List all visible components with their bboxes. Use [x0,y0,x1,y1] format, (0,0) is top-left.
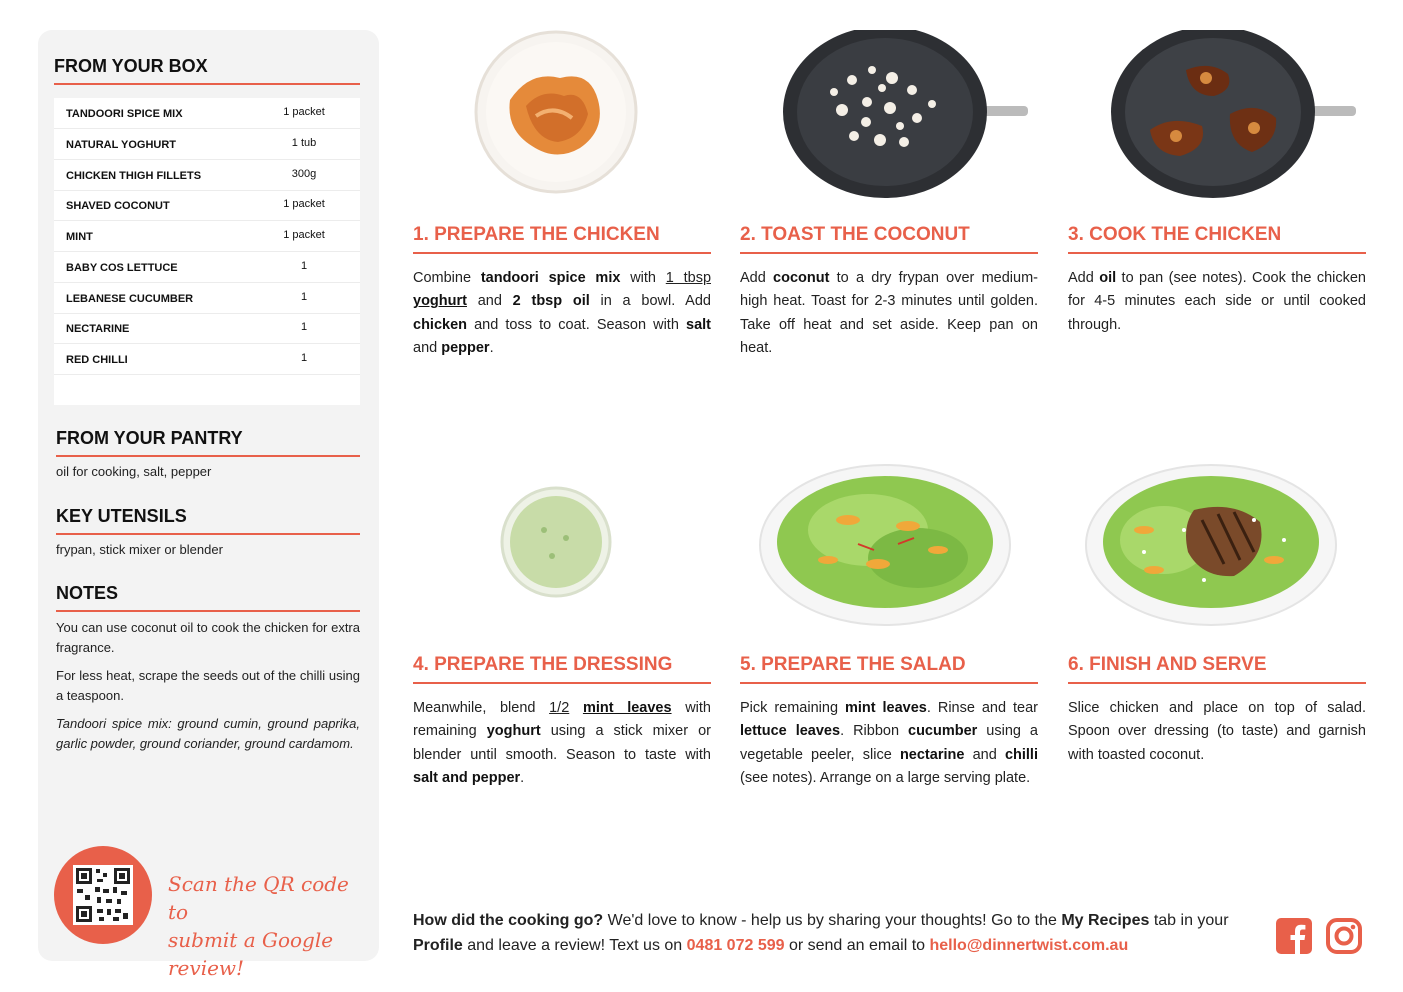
ingredient-name: LEBANESE CUCUMBER [66,293,194,305]
step-6-text: Slice chicken and place on top of salad. Spoon over dressing (to taste) and garnish with toasted coconut. [1068,700,1366,763]
email-link[interactable]: hello@dinnertwist.com.au [929,937,1129,954]
box-title: FROM YOUR BOX [54,56,360,85]
step-6-title: 6. FINISH AND SERVE [1068,654,1366,684]
facebook-icon[interactable] [1276,918,1312,954]
qr-caption [168,870,368,982]
table-row [54,221,360,252]
step-5-title: 5. PREPARE THE SALAD [740,654,1038,684]
ingredient-name: SHAVED COCONUT [66,200,170,212]
ingredient-name: NECTARINE [66,323,130,335]
ingredient-name: CHICKEN THIGH FILLETS [66,170,202,182]
phone-link[interactable]: 0481 072 599 [686,937,785,954]
table-row [54,98,360,129]
ingredient-qty: 1 [300,321,308,333]
step-2-title: 2. TOAST THE COCONUT [740,224,1038,254]
finished-dish-image [1084,460,1338,630]
step-5-text: Pick remaining mint leaves. Rinse and tear lettuce leaves. Ribbon cucumber using a vegetable peeler, slice nectarine and chilli (see notes). Arrange on a large serving plate. [740,700,1038,787]
ingredient-qty: 1 [300,260,308,272]
utensils-text: frypan, stick mixer or blender [56,542,223,557]
ingredients-table [54,98,360,405]
table-row [54,283,360,314]
table-row [54,252,360,283]
ingredient-name: RED CHILLI [66,354,128,366]
step-3-title: 3. COOK THE CHICKEN [1068,224,1366,254]
ingredient-qty: 300g [291,168,317,180]
step-4-title: 4. PREPARE THE DRESSING [413,654,711,684]
ingredient-name: MINT [66,231,93,243]
table-row [54,190,360,221]
step-1-text: Combine tandoori spice mix with 1 tbsp yoghurt and 2 tbsp oil in a bowl. Add chicken and toss to coat. Season with salt and pepper. [413,270,712,357]
cooking-chicken-pan-image [1110,30,1360,198]
ingredient-qty: 1 [300,291,308,303]
step-2-text: Add coconut to a dry frypan over medium-high heat. Toast for 2-3 minutes until golden. Take off heat and set aside. Keep pan on heat. [740,270,1038,357]
table-row [54,313,360,344]
qr-badge [54,846,152,944]
instagram-icon[interactable] [1326,918,1362,954]
ingredient-qty: 1 packet [283,106,325,118]
ingredient-qty: 1 [300,352,308,364]
note-2: For less heat, scrape the seeds out of the chilli using a teaspoon. [56,668,360,703]
table-row [54,129,360,160]
qr-caption-line-2: submit a Google review! [168,928,334,980]
ingredient-qty: 1 tub [291,137,317,149]
marinated-chicken-bowl-image [470,30,642,198]
feedback-footer: How did the cooking go? We'd love to know - help us by sharing your thoughts! Go to the My Recipes tab in your Profile and leave a review! Text us on 0481 072 599 or send an email to hello@dinnertwist.com.au [413,912,1229,954]
ingredient-qty: 1 packet [283,198,325,210]
mint-dressing-bowl-image [500,486,612,598]
ingredient-name: NATURAL YOGHURT [66,139,176,151]
note-1: You can use coconut oil to cook the chicken for extra fragrance. [56,620,360,655]
toasting-coconut-pan-image [782,30,1032,198]
utensils-title: KEY UTENSILS [56,506,360,535]
ingredient-name: BABY COS LETTUCE [66,262,178,274]
table-row [54,344,360,375]
step-4-text: Meanwhile, blend 1/2 mint leaves with remaining yoghurt using a stick mixer or blender until smooth. Season to taste with salt and pepper. [413,700,711,787]
sidebar [38,30,379,980]
table-row [54,160,360,191]
ingredient-name: TANDOORI SPICE MIX [66,108,183,120]
notes-title: NOTES [56,583,360,612]
qr-code-icon [73,865,133,925]
step-3-text: Add oil to pan (see notes). Cook the chicken for 4-5 minutes each side or until cooked through. [1068,270,1366,333]
pantry-text: oil for cooking, salt, pepper [56,464,212,479]
salad-plate-image [758,460,1012,630]
note-3: Tandoori spice mix: ground cumin, ground paprika, garlic powder, ground coriander, ground cardamom. [56,716,360,751]
step-1-title: 1. PREPARE THE CHICKEN [413,224,711,254]
pantry-title: FROM YOUR PANTRY [56,428,360,457]
qr-caption-line-1: Scan the QR code to [168,872,349,924]
ingredient-qty: 1 packet [283,229,325,241]
